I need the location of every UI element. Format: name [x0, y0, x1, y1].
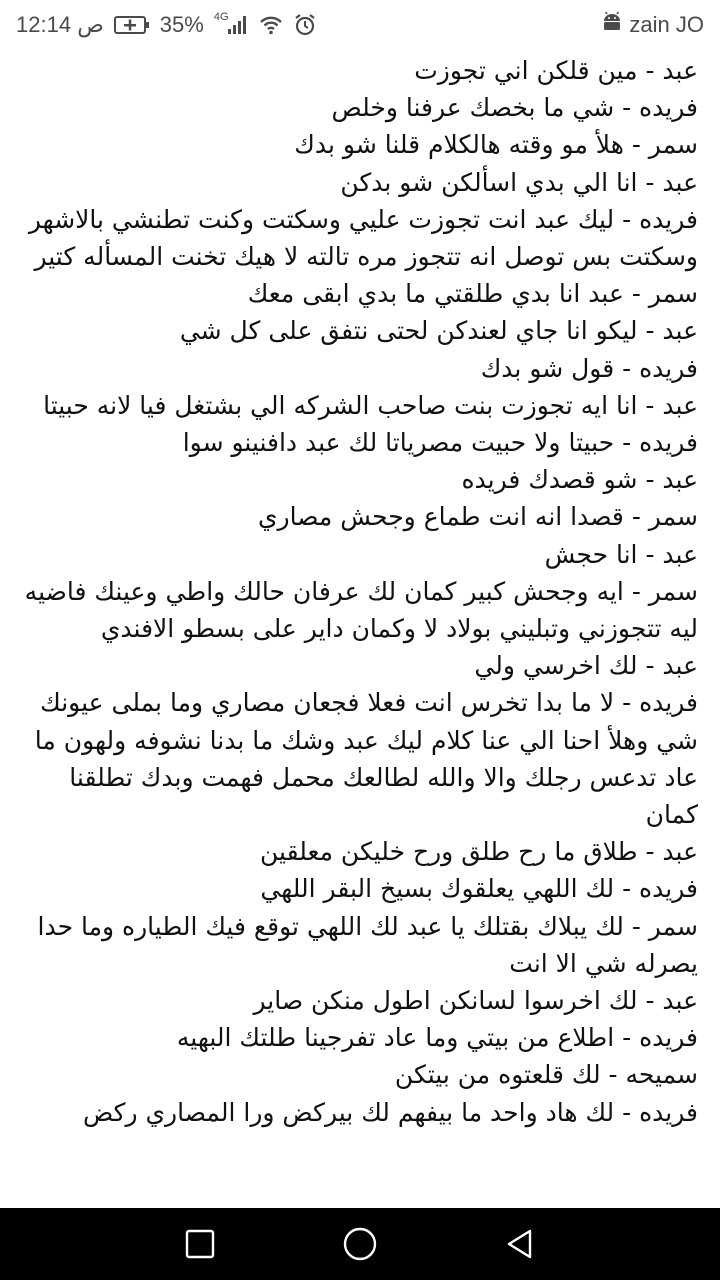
dialogue-line: فريده - لا ما بدا تخرس انت فعلا فجعان مصاري وما بملى عيونك شي وهلأ احنا الي عنا كلام ليك عبد وشك ما بدنا نشوفه ولهون ما عاد تدعس رجلك والا والله لطالعك محمل فهمت وبدك تطلقنا كمان: [34, 688, 698, 830]
status-bar: [0, 0, 720, 50]
android-icon: [601, 11, 623, 39]
dialogue-line: فريده - ليك عبد انت تجوزت عليي وسكتت وكنت تطنشي بالاشهر وسكتت بس توصل انه تتجوز مره تالته لا هيك تخنت المسأله كتير: [28, 204, 698, 272]
text-content[interactable]: [0, 52, 720, 1208]
dialogue-line: عبد - مين قلكن اني تجوزت: [414, 56, 698, 85]
clock-ampm: ص: [77, 12, 104, 37]
alarm-icon: [293, 13, 317, 37]
dialogue-line: عبد - انا الي بدي اسألكن شو بدكن: [340, 167, 698, 197]
dialogue-line: سمر - لك يبلاك بقتلك يا عبد لك اللهي توقع فيك الطياره وما حدا يصرله شي الا انت: [37, 911, 698, 978]
recents-button[interactable]: [178, 1222, 222, 1266]
carrier-name: zain JO: [629, 12, 704, 37]
dialogue-line: عبد - شو قصدك فريده: [461, 465, 698, 495]
clock-time: 12:14: [16, 12, 72, 37]
dialogue-line: عبد - لك اخرسوا لسانكن اطول منكن صاير: [253, 986, 698, 1016]
dialogue-line: عبد - انا حجش: [544, 539, 698, 569]
network-type: 4G: [213, 11, 229, 23]
wifi-icon: [259, 15, 283, 35]
dialogue-line: فريده - اطلاع من بيتي وما عاد تفرجينا طلتك البهيه: [176, 1023, 698, 1053]
back-icon: [504, 1228, 536, 1260]
dialogue-line: سمر - هلأ مو وقته هالكلام قلنا شو بدك: [294, 130, 698, 160]
status-left: [16, 0, 317, 50]
status-time: [16, 12, 104, 38]
dialogue-line: عبد - انا ايه تجوزت بنت صاحب الشركه الي بشتغل فيا لانه حبيتا: [43, 390, 698, 420]
battery-percent: 35%: [159, 12, 204, 37]
recents-icon: [184, 1228, 216, 1260]
signal-icon: [213, 11, 249, 35]
dialogue-line: فريده - حبيتا ولا حبيت مصرياتا لك عبد دافنينو سوا: [182, 428, 698, 458]
dialogue-line: سمر - ايه وجحش كبير كمان لك عرفان حالك واطي وعينك فاضيه ليه تتجوزني وتبليني بولاد لا وكمان داير على بسطو الافندي: [24, 576, 698, 644]
dialogue-line: فريده - لك اللهي يعلقوك بسيخ البقر اللهي: [260, 874, 698, 904]
back-button[interactable]: [498, 1222, 542, 1266]
dialogue-line: سميحه - لك قلعتوه من بيتكن: [394, 1060, 698, 1090]
dialogue-line: عبد - لك اخرسي ولي: [474, 651, 698, 681]
dialogue-line: فريده - لك هاد واحد ما بيفهم لك بيركض ورا المصاري ركض: [82, 1097, 698, 1127]
dialogue-line: سمر - عبد انا بدي طلقتي ما بدي ابقى معك: [247, 279, 698, 309]
home-button[interactable]: [338, 1222, 382, 1266]
dialogue-line: فريده - قول شو بدك: [480, 353, 698, 383]
dialogue-lines: [0, 52, 720, 1131]
status-right: [601, 0, 704, 50]
battery-saver-icon: [114, 15, 150, 35]
navigation-bar: [0, 1208, 720, 1280]
dialogue-line: عبد - طلاق ما رح طلق ورح خليكن معلقين: [260, 837, 698, 867]
dialogue-line: عبد - ليكو انا جاي لعندكن لحتى نتفق على كل شي: [179, 316, 698, 346]
dialogue-line: سمر - قصدا انه انت طماع وجحش مصاري: [257, 502, 698, 532]
dialogue-line: فريده - شي ما بخصك عرفنا وخلص: [331, 93, 698, 123]
home-icon: [342, 1226, 378, 1262]
